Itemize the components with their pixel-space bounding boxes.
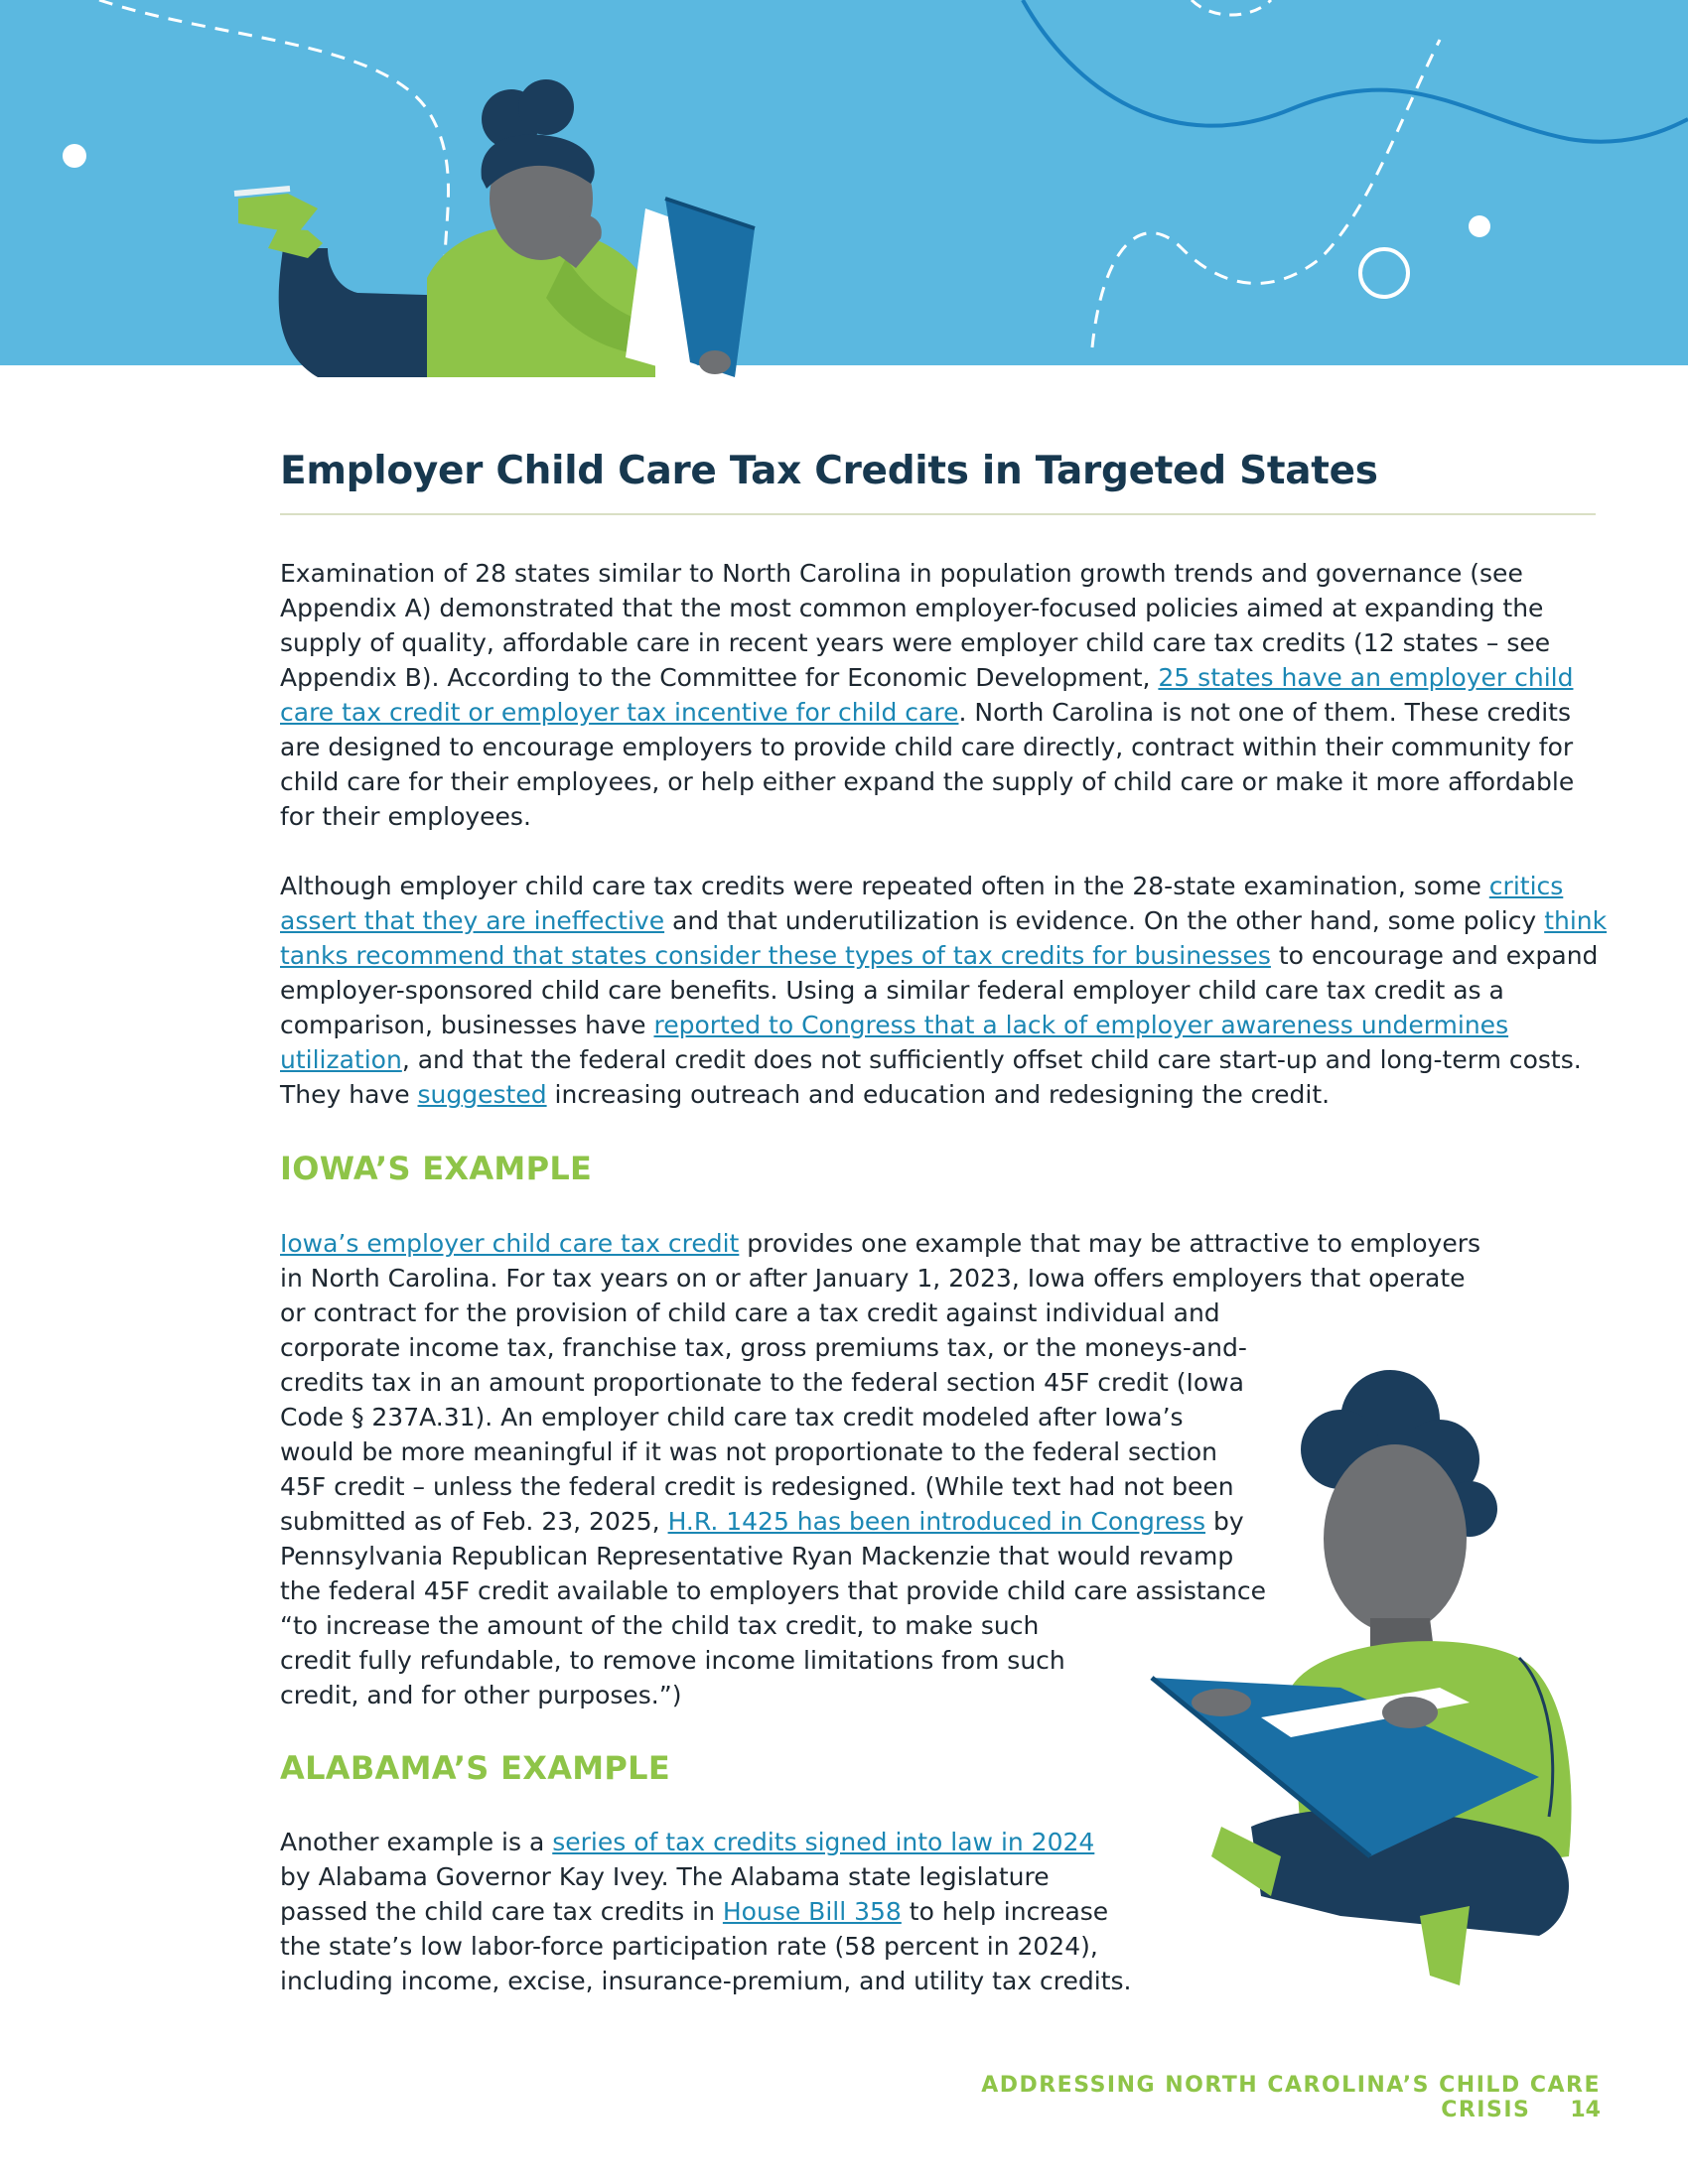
title-divider bbox=[280, 513, 1596, 515]
alabama-heading: ALABAMA’S EXAMPLE bbox=[280, 1749, 671, 1787]
text-run: submitted as of Feb. 23, 2025, bbox=[280, 1507, 668, 1536]
page-number: 14 bbox=[1570, 2098, 1601, 2122]
iowa-line: credits tax in an amount proportionate to the federal section 45F credit (Iowa bbox=[280, 1368, 1244, 1397]
link-alabama-series[interactable]: series of tax credits signed into law in 2024 bbox=[552, 1828, 1095, 1856]
alabama-line: by Alabama Governor Kay Ivey. The Alabama state legislature bbox=[280, 1862, 1050, 1891]
page-footer bbox=[856, 2073, 1601, 2122]
solid-wave-right bbox=[1023, 0, 1688, 142]
iowa-line: corporate income tax, franchise tax, gross premiums tax, or the moneys-and- bbox=[280, 1333, 1247, 1362]
link-think-tanks[interactable]: think tanks recommend that states consider these types of tax credits for businesses bbox=[280, 906, 1608, 970]
link-house-bill-358[interactable]: House Bill 358 bbox=[722, 1897, 902, 1926]
link-25-states[interactable]: 25 states have an employer child care tax credit or employer tax incentive for child care bbox=[280, 663, 1574, 727]
link-suggested[interactable]: suggested bbox=[417, 1080, 547, 1109]
text-run: passed the child care tax credits in bbox=[280, 1897, 723, 1926]
iowa-line bbox=[280, 1226, 1611, 1261]
text-run: to help increase bbox=[901, 1897, 1109, 1926]
alabama-paragraph bbox=[280, 1825, 1273, 1998]
link-iowa-credit[interactable]: Iowa’s employer child care tax credit bbox=[280, 1229, 740, 1258]
link-critics[interactable]: critics assert that they are ineffective bbox=[280, 872, 1564, 935]
text-run: . North Carolina is not one of them. These credits are designed to encourage employers to provide child care directly, contract within their community for child care for their employees, or help either expand the supply of child care or make it more affordable for their employees. bbox=[280, 698, 1575, 831]
dashed-arc-top bbox=[1192, 0, 1271, 15]
intro-paragraph-2 bbox=[280, 869, 1611, 1112]
text-run: Examination of 28 states similar to North Carolina in population growth trends and governance (see Appendix A) demonstrated that the most common employer-focused policies aimed at expanding the supply of quality, affordable care in recent years were employer child care tax credits (12 states – see Appendix B). According to the Committee for Economic Development, bbox=[280, 559, 1551, 692]
text-run: Another example is a bbox=[280, 1828, 553, 1856]
iowa-line: 45F credit – unless the federal credit is redesigned. (While text had not been bbox=[280, 1472, 1234, 1501]
iowa-line: “to increase the amount of the child tax credit, to make such bbox=[280, 1611, 1040, 1640]
alabama-line bbox=[280, 1894, 1273, 1929]
iowa-line: in North Carolina. For tax years on or after January 1, 2023, Iowa offers employers that operate bbox=[280, 1264, 1466, 1293]
child-reading-sitting-illustration bbox=[1142, 1360, 1618, 1995]
text-run: Although employer child care tax credits were repeated often in the 28-state examination, some bbox=[280, 872, 1489, 900]
text-run: , and that the federal credit does not sufficiently offset child care start-up and long-term costs. They have bbox=[280, 1045, 1582, 1109]
alabama-line bbox=[280, 1825, 1273, 1859]
dashed-swirl-right bbox=[1092, 40, 1440, 347]
iowa-line: or contract for the provision of child care a tax credit against individual and bbox=[280, 1298, 1220, 1327]
iowa-line: credit fully refundable, to remove income limitations from such bbox=[280, 1646, 1065, 1675]
text-run: by bbox=[1205, 1507, 1244, 1536]
intro-paragraph-1 bbox=[280, 556, 1601, 834]
text-run: provides one example that may be attractive to employers bbox=[739, 1229, 1481, 1258]
link-hr-1425[interactable]: H.R. 1425 has been introduced in Congress bbox=[667, 1507, 1206, 1536]
text-run: increasing outreach and education and redesigning the credit. bbox=[546, 1080, 1331, 1109]
link-reported-to-congress[interactable]: reported to Congress that a lack of employer awareness undermines utilization bbox=[280, 1011, 1509, 1074]
iowa-line: would be more meaningful if it was not proportionate to the federal section bbox=[280, 1437, 1218, 1466]
iowa-line: the federal 45F credit available to employers that provide child care assistance bbox=[280, 1576, 1266, 1605]
iowa-line: credit, and for other purposes.”) bbox=[280, 1681, 682, 1709]
dot-right bbox=[1469, 215, 1490, 237]
child-reading-lying-illustration bbox=[199, 60, 854, 407]
text-run: to encourage and expand employer-sponsored child care benefits. Using a similar federal employer child care tax credit as a comparison, businesses have bbox=[280, 941, 1599, 1039]
alabama-line: including income, excise, insurance-premium, and utility tax credits. bbox=[280, 1967, 1132, 1995]
dot-left bbox=[63, 144, 86, 168]
iowa-line: Pennsylvania Republican Representative Ryan Mackenzie that would revamp bbox=[280, 1542, 1234, 1570]
footer-label: ADDRESSING NORTH CAROLINA’S CHILD CARE CRISIS bbox=[981, 2073, 1601, 2122]
text-run: and that underutilization is evidence. On the other hand, some policy bbox=[664, 906, 1545, 935]
page-title: Employer Child Care Tax Credits in Targeted States bbox=[280, 449, 1378, 493]
alabama-line: the state’s low labor-force participation rate (58 percent in 2024), bbox=[280, 1932, 1098, 1961]
iowa-line: Code § 237A.31). An employer child care tax credit modeled after Iowa’s bbox=[280, 1403, 1184, 1432]
ring-right bbox=[1360, 249, 1408, 297]
iowa-heading: IOWA’S EXAMPLE bbox=[280, 1150, 593, 1187]
